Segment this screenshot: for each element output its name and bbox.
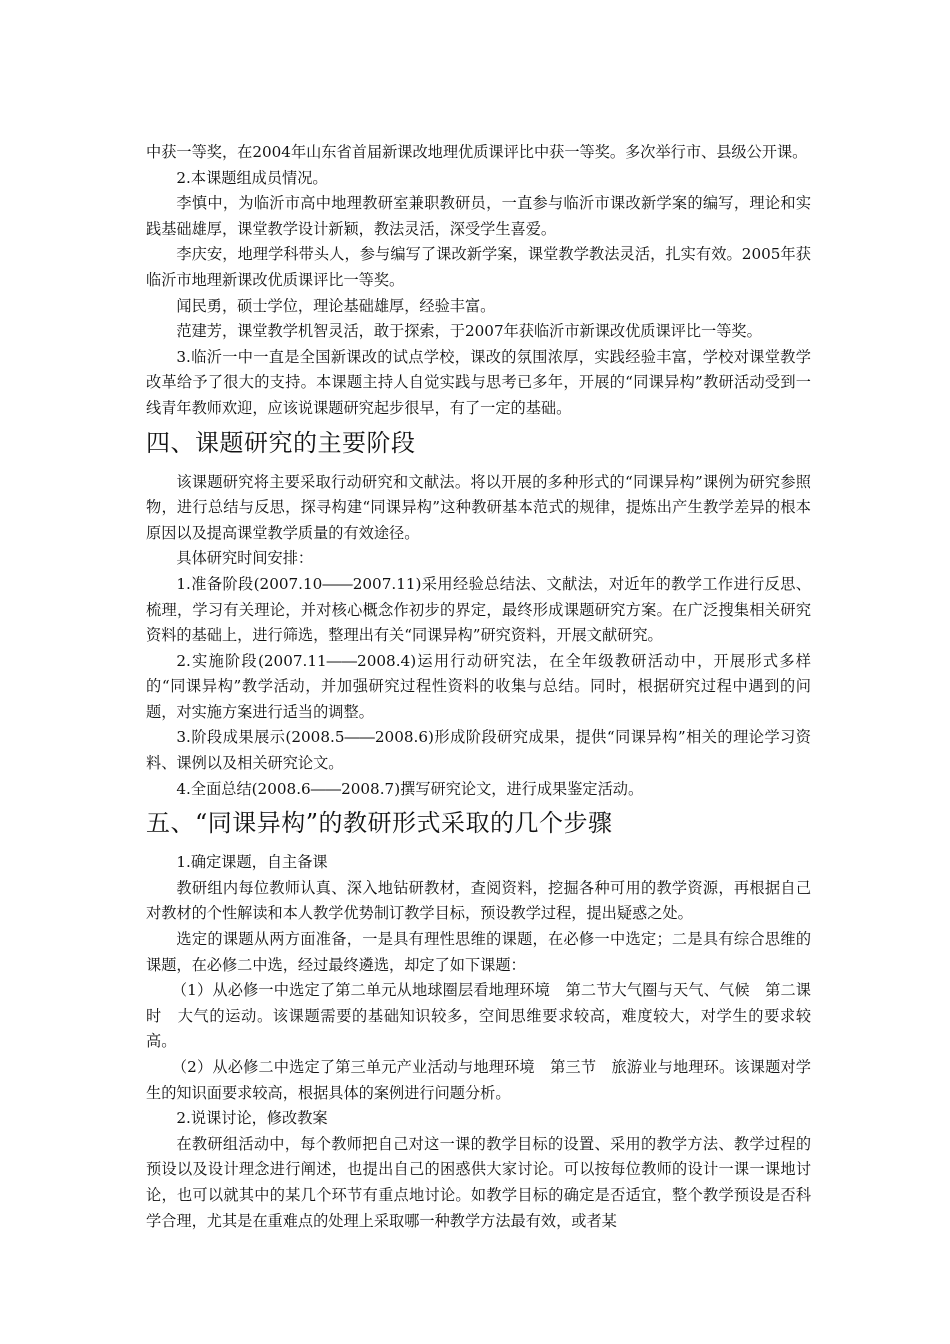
paragraph-topic-selection: 选定的课题从两方面准备，一是具有理性思维的课题，在必修一中选定；二是具有综合思维的课题，在必修二中选，经过最终遴选，却定了如下课题： bbox=[146, 930, 811, 974]
document-page bbox=[146, 140, 811, 1234]
paragraph-member-wen-minyong: 闻民勇，硕士学位，理论基础雄厚，经验丰富。 bbox=[176, 296, 496, 315]
paragraph-step-2-title: 2.说课讨论，修改教案 bbox=[176, 1109, 328, 1128]
paragraph-members-title: 2.本课题组成员情况。 bbox=[176, 168, 328, 187]
paragraph-stage-3: 3.阶段成果展示(2008.5――2008.6)形成阶段研究成果，提供“同课异构”相关的理论学习资料、课例以及相关研究论文。 bbox=[146, 728, 811, 773]
section-heading-5: 五、“同课异构”的教研形式采取的几个步骤 bbox=[146, 809, 613, 838]
paragraph-stage-4: 4.全面总结(2008.6――2008.7)撰写研究论文，进行成果鉴定活动。 bbox=[176, 779, 644, 798]
paragraph-member-fan-jianfang: 范建芳，课堂教学机智灵活，敢于探索，于2007年获临沂市新课改优质课评比一等奖。 bbox=[176, 322, 762, 341]
paragraph-stage-1: 1.准备阶段(2007.10――2007.11)采用经验总结法、文献法，对近年的教学工作进行反思、梳理，学习有关理论，并对核心概念作初步的界定，最终形成课题研究方案。在广泛搜集相关研究资料的基础上，进行筛选，整理出有关“同课异构”研究资料，开展文献研究。 bbox=[146, 574, 811, 645]
paragraph-member-li-shenzhong: 李慎中，为临沂市高中地理教研室兼职教研员，一直参与临沂市课改新学案的编写，理论和实践基础雄厚，课堂教学设计新颖，教法灵活，深受学生喜爱。 bbox=[146, 194, 811, 238]
paragraph-member-li-qingan: 李庆安，地理学科带头人，参与编写了课改新学案，课堂教学教法灵活，扎实有效。2005年获临沂市地理新课改优质课评比一等奖。 bbox=[146, 245, 811, 289]
paragraph-step-1-title: 1.确定课题，自主备课 bbox=[176, 853, 328, 872]
paragraph-continuation: 中获一等奖，在2004年山东省首届新课改地理优质课评比中获一等奖。多次举行市、县级公开课。 bbox=[146, 143, 808, 161]
paragraph-schedule-title: 具体研究时间安排： bbox=[176, 549, 314, 568]
paragraph-topic-1: （1）从必修一中选定了第二单元从地球圈层看地理环境 第二节大气圈与天气、气候 第二课时 大气的运动。该课题需要的基础知识较多，空间思维要求较高，难度较大，对学生的要求较高。 bbox=[146, 981, 811, 1051]
paragraph-step-1-body: 教研组内每位教师认真、深入地钻研教材，查阅资料，挖掘各种可用的教学资源，再根据自己对教材的个性解读和本人教学优势制订教学目标，预设教学过程，提出疑惑之处。 bbox=[146, 878, 811, 923]
section-heading-4: 四、课题研究的主要阶段 bbox=[146, 428, 416, 457]
paragraph-school-support: 3.临沂一中一直是全国新课改的试点学校，课改的氛围浓厚，实践经验丰富，学校对课堂教学改革给予了很大的支持。本课题主持人自觉实践与思考已多年，开展的“同课异构”教研活动受到一线青年教师欢迎，应该说课题研究起步很早，有了一定的基础。 bbox=[146, 347, 811, 417]
paragraph-topic-2: （2）从必修二中选定了第三单元产业活动与地理环境 第三节 旅游业与地理环。该课题对学生的知识面要求较高，根据具体的案例进行问题分析。 bbox=[146, 1058, 811, 1102]
paragraph-research-method: 该课题研究将主要采取行动研究和文献法。将以开展的多种形式的“同课异构”课例为研究参照物，进行总结与反思，探寻构建“同课异构”这种教研基本范式的规律，提炼出产生教学差异的根本原因以及提高课堂教学质量的有效途径。 bbox=[146, 472, 811, 542]
paragraph-stage-2: 2.实施阶段(2007.11――2008.4)运用行动研究法，在全年级教研活动中，开展形式多样的“同课异构”教学活动，并加强研究过程性资料的收集与总结。同时，根据研究过程中遇到的问题，对实施方案进行适当的调整。 bbox=[146, 651, 811, 721]
paragraph-step-2-body: 在教研组活动中，每个教师把自己对这一课的教学目标的设置、采用的教学方法、教学过程的预设以及设计理念进行阐述，也提出自己的困惑供大家讨论。可以按每位教师的设计一课一课地讨论，也可以就其中的某几个环节有重点地讨论。如教学目标的确定是否适宜，整个教学预设是否科学合理，尤其是在重难点的处理上采取哪一种教学方法最有效，或者某 bbox=[146, 1134, 811, 1230]
